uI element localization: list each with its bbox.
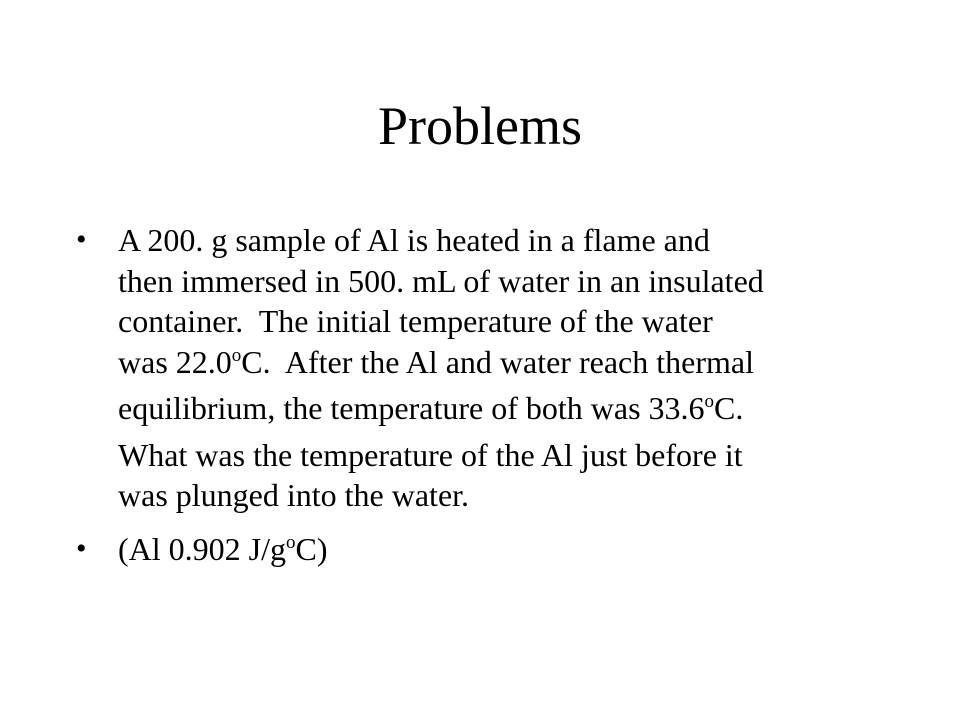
problem-line-1 (118, 220, 892, 261)
degree-superscript: o (286, 531, 296, 553)
bullet-list (72, 220, 892, 588)
text-run: What was the temperature of the Al just before it (118, 436, 743, 473)
slide-title: Problems (377, 96, 582, 156)
problem-line-2 (118, 261, 892, 302)
specific-heat-line (118, 529, 892, 576)
text-run: (Al 0.902 J/g (118, 530, 286, 567)
bullet-specific-heat (72, 529, 892, 576)
text-run: C) (295, 530, 328, 567)
text-run: then immersed in 500. mL of water in an insulated (118, 262, 764, 299)
text-run: C. After the Al and water reach thermal (241, 343, 754, 380)
problem-line-6 (118, 435, 892, 476)
text-run: equilibrium, the temperature of both was 33.6 (118, 390, 705, 426)
problem-line-3 (118, 301, 892, 342)
bullet-mark: • (76, 531, 87, 565)
problem-line-4 (118, 342, 892, 389)
text-run: container. The initial temperature of the water (118, 303, 713, 339)
text-run: C. (714, 390, 744, 426)
bullet-mark: • (76, 223, 87, 256)
text-run: was plunged into the water. (118, 477, 470, 513)
problem-line-7 (118, 475, 892, 516)
degree-superscript: o (704, 391, 715, 412)
bullet-problem (72, 220, 892, 516)
problem-line-5 (118, 388, 892, 435)
text-run: was 22.0 (118, 343, 232, 380)
degree-superscript: o (231, 344, 242, 366)
text-run: A 200. g sample of Al is heated in a flame and (118, 222, 710, 258)
